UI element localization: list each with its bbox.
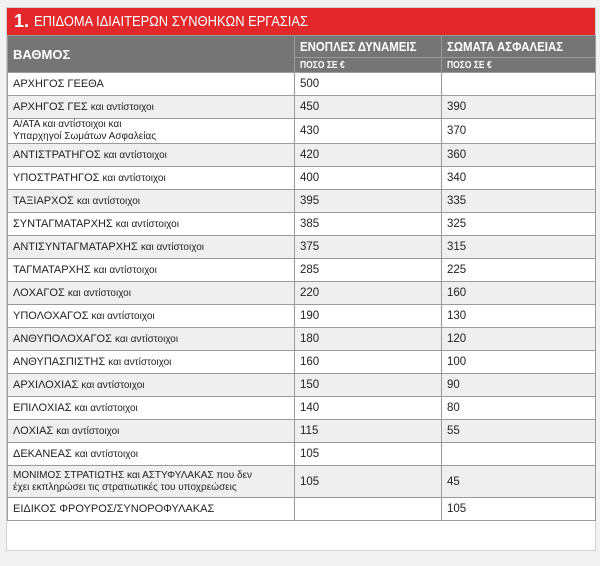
security-corps-amount: 160 — [442, 282, 596, 305]
table-row — [8, 167, 596, 190]
table-number: 1. — [14, 11, 30, 31]
armed-forces-amount: 105 — [295, 443, 442, 466]
rank-equivalents-note: και αντίστοιχοι — [140, 242, 204, 253]
rank-cell — [8, 282, 295, 305]
rank-name: ΤΑΓΜΑΤΑΡΧΗΣ — [13, 264, 91, 276]
security-corps-amount: 45 — [442, 466, 596, 498]
rank-equivalents-note: και αντίστοιχοι — [74, 403, 138, 414]
armed-forces-amount: 180 — [295, 328, 442, 351]
table-row — [8, 351, 596, 374]
armed-forces-amount: 420 — [295, 144, 442, 167]
rank-cell — [8, 443, 295, 466]
table-title-bar — [7, 8, 595, 35]
rank-name-line2: έχει εκπληρώσει τις στρατιωτικές του υποχρεώσεις — [13, 481, 237, 493]
armed-forces-amount: 140 — [295, 397, 442, 420]
table-row — [8, 73, 596, 96]
table-row — [8, 443, 596, 466]
security-corps-amount — [442, 73, 596, 96]
security-corps-amount: 340 — [442, 167, 596, 190]
rank-cell — [8, 498, 295, 521]
rank-name: ΥΠΟΣΤΡΑΤΗΓΟΣ — [13, 172, 100, 184]
security-corps-amount: 130 — [442, 305, 596, 328]
rank-equivalents-note: και αντίστοιχοι — [114, 334, 179, 345]
rank-cell — [8, 420, 295, 443]
table-row — [8, 213, 596, 236]
table-row — [8, 466, 596, 498]
rank-cell — [8, 259, 295, 282]
security-corps-amount: 325 — [442, 213, 596, 236]
rank-name: ΤΑΞΙΑΡΧΟΣ — [13, 195, 74, 207]
security-corps-amount: 55 — [442, 420, 596, 443]
rank-equivalents-note: και αντίστοιχοι — [103, 150, 167, 161]
armed-forces-amount: 105 — [295, 466, 442, 498]
security-corps-amount: 370 — [442, 119, 596, 144]
armed-forces-amount: 115 — [295, 420, 442, 443]
table-row — [8, 374, 596, 397]
rank-name: ΥΠΟΛΟΧΑΓΟΣ — [13, 310, 89, 322]
rank-cell — [8, 167, 295, 190]
rank-equivalents-note: και αντίστοιχοι — [56, 426, 120, 437]
rank-cell — [8, 96, 295, 119]
rank-name: ΜΟΝΙΜΟΣ ΣΤΡΑΤΙΩΤΗΣ και ΑΣΤΥΦΥΛΑΚΑΣ που δεν — [13, 469, 252, 481]
table-row — [8, 190, 596, 213]
security-corps-unit-header: ΠΟΣΟ ΣΕ € — [442, 58, 596, 73]
armed-forces-amount: 285 — [295, 259, 442, 282]
table-title: ΕΠΙΔΟΜΑ ΙΔΙΑΙΤΕΡΩΝ ΣΥΝΘΗΚΩΝ ΕΡΓΑΣΙΑΣ — [34, 13, 308, 30]
rank-equivalents-note: και αντίστοιχοι — [67, 288, 131, 299]
rank-equivalents-note: και αντίστοιχοι — [102, 173, 166, 184]
rank-column-header: ΒΑΘΜΟΣ — [8, 36, 295, 73]
rank-name: ΑΝΤΙΣΤΡΑΤΗΓΟΣ — [13, 149, 101, 161]
armed-forces-amount: 500 — [295, 73, 442, 96]
rank-name-line2: Υπαρχηγοί Σωμάτων Ασφαλείας — [13, 131, 157, 142]
rank-equivalents-note: και αντίστοιχοι — [81, 380, 145, 391]
armed-forces-amount: 220 — [295, 282, 442, 305]
table-row — [8, 259, 596, 282]
security-corps-amount: 360 — [442, 144, 596, 167]
armed-forces-amount: 400 — [295, 167, 442, 190]
security-corps-amount: 80 — [442, 397, 596, 420]
rank-cell — [8, 374, 295, 397]
rank-cell — [8, 305, 295, 328]
rank-name: ΑΡΧΗΓΟΣ ΓΕΕΘΑ — [13, 78, 104, 90]
rank-cell — [8, 144, 295, 167]
table-row — [8, 397, 596, 420]
rank-cell — [8, 236, 295, 259]
rank-cell — [8, 466, 295, 498]
table-row — [8, 119, 596, 144]
rank-cell — [8, 397, 295, 420]
security-corps-amount: 335 — [442, 190, 596, 213]
security-corps-amount: 100 — [442, 351, 596, 374]
table-row — [8, 282, 596, 305]
rank-cell — [8, 351, 295, 374]
armed-forces-amount: 375 — [295, 236, 442, 259]
table-row — [8, 96, 596, 119]
security-corps-amount: 105 — [442, 498, 596, 521]
allowance-table-card — [6, 7, 596, 551]
rank-name: ΛΟΧΑΓΟΣ — [13, 287, 65, 299]
rank-name: ΕΠΙΛΟΧΙΑΣ — [13, 402, 72, 414]
armed-forces-unit-header: ΠΟΣΟ ΣΕ € — [295, 58, 442, 73]
rank-equivalents-note: και αντίστοιχοι — [76, 196, 141, 207]
rank-name: ΕΙΔΙΚΟΣ ΦΡΟΥΡΟΣ/ΣΥΝΟΡΟΦΥΛΑΚΑΣ — [13, 503, 215, 515]
rank-name: ΛΟΧΙΑΣ — [13, 425, 54, 437]
rank-equivalents-note: και αντίστοιχοι — [115, 219, 179, 230]
rank-equivalents-note: και αντίστοιχοι — [108, 357, 172, 368]
armed-forces-amount: 150 — [295, 374, 442, 397]
rank-cell — [8, 328, 295, 351]
rank-equivalents-note: και αντίστοιχοι — [93, 265, 157, 276]
table-row — [8, 498, 596, 521]
security-corps-amount: 390 — [442, 96, 596, 119]
rank-cell — [8, 213, 295, 236]
rank-name: ΣΥΝΤΑΓΜΑΤΑΡΧΗΣ — [13, 218, 113, 230]
table-row — [8, 144, 596, 167]
armed-forces-amount — [295, 498, 442, 521]
rank-cell — [8, 119, 295, 144]
table-row — [8, 328, 596, 351]
armed-forces-amount: 450 — [295, 96, 442, 119]
rank-name: ΔΕΚΑΝΕΑΣ — [13, 448, 72, 460]
rank-equivalents-note: και αντίστοιχοι — [91, 311, 155, 322]
table-row — [8, 236, 596, 259]
rank-equivalents-note: και αντίστοιχοι — [90, 102, 154, 113]
rank-equivalents-note: και αντίστοιχοι — [74, 449, 138, 460]
rank-cell — [8, 73, 295, 96]
rank-name: ΑΡΧΗΓΟΣ ΓΕΣ — [13, 101, 88, 113]
security-corps-amount: 225 — [442, 259, 596, 282]
armed-forces-amount: 190 — [295, 305, 442, 328]
armed-forces-amount: 395 — [295, 190, 442, 213]
security-corps-amount — [442, 443, 596, 466]
rank-cell — [8, 190, 295, 213]
rank-name: ΑΡΧΙΛΟΧΙΑΣ — [13, 379, 79, 391]
armed-forces-amount: 160 — [295, 351, 442, 374]
rank-name: ΑΝΤΙΣΥΝΤΑΓΜΑΤΑΡΧΗΣ — [13, 241, 138, 253]
security-corps-amount: 120 — [442, 328, 596, 351]
security-corps-amount: 90 — [442, 374, 596, 397]
armed-forces-amount: 430 — [295, 119, 442, 144]
rank-name: ΑΝΘΥΠΟΛΟΧΑΓΟΣ — [13, 333, 112, 345]
armed-forces-column-header: ΕΝΟΠΛΕΣ ΔΥΝΑΜΕΙΣ — [295, 36, 442, 58]
security-corps-column-header: ΣΩΜΑΤΑ ΑΣΦΑΛΕΙΑΣ — [442, 36, 596, 58]
security-corps-amount: 315 — [442, 236, 596, 259]
rank-name: ΑΝΘΥΠΑΣΠΙΣΤΗΣ — [13, 356, 106, 368]
allowance-table — [7, 35, 596, 521]
table-row — [8, 420, 596, 443]
table-row — [8, 305, 596, 328]
table-body — [8, 73, 596, 521]
rank-name: Α/ΑΤΑ και αντίστοιχοι και — [13, 119, 122, 130]
armed-forces-amount: 385 — [295, 213, 442, 236]
